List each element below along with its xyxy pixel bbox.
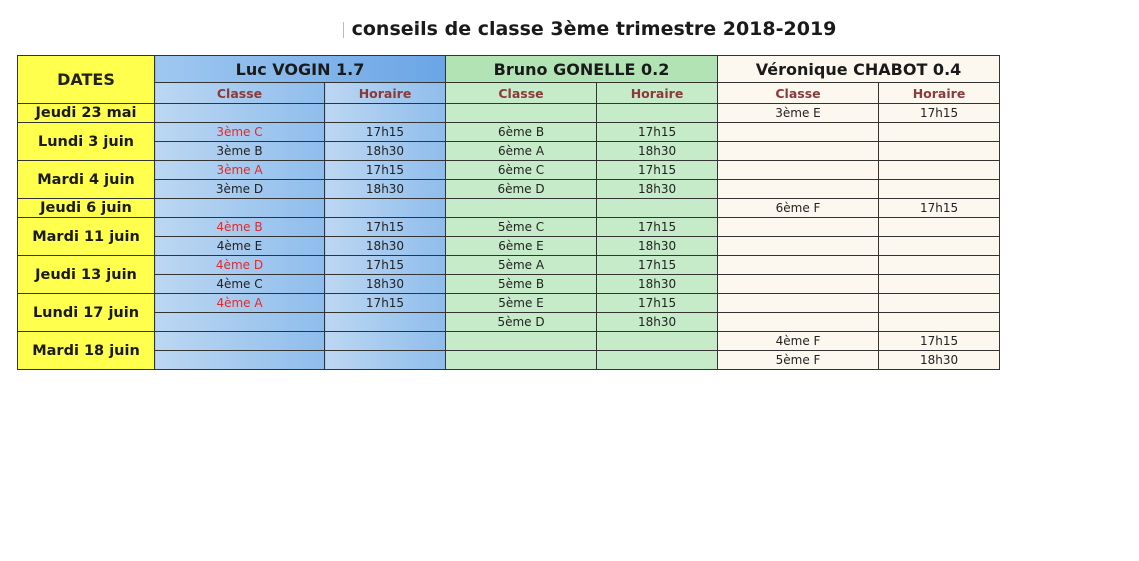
classe-cell: 4ème D bbox=[155, 256, 325, 275]
horaire-cell: 18h30 bbox=[325, 275, 446, 294]
date-cell: Mardi 11 juin bbox=[18, 218, 155, 256]
classe-cell: 5ème F bbox=[718, 351, 879, 370]
classe-cell: 6ème B bbox=[446, 123, 597, 142]
classe-cell: 3ème A bbox=[155, 161, 325, 180]
classe-cell: 5ème C bbox=[446, 218, 597, 237]
table-row bbox=[18, 199, 1000, 218]
classe-cell: 3ème B bbox=[155, 142, 325, 161]
horaire-cell: 17h15 bbox=[879, 332, 1000, 351]
classe-cell: 4ème B bbox=[155, 218, 325, 237]
horaire-cell bbox=[325, 313, 446, 332]
classe-cell bbox=[718, 256, 879, 275]
classe-header: Classe bbox=[446, 83, 597, 104]
classe-cell bbox=[446, 199, 597, 218]
horaire-cell bbox=[597, 199, 718, 218]
horaire-cell bbox=[879, 218, 1000, 237]
classe-cell bbox=[155, 332, 325, 351]
horaire-cell bbox=[597, 104, 718, 123]
teacher-header-gonelle: Bruno GONELLE 0.2 bbox=[446, 56, 718, 83]
table-row bbox=[18, 313, 1000, 332]
horaire-header: Horaire bbox=[597, 83, 718, 104]
classe-cell bbox=[718, 218, 879, 237]
horaire-cell bbox=[325, 104, 446, 123]
horaire-cell bbox=[879, 180, 1000, 199]
title-marker bbox=[343, 22, 344, 38]
table-row bbox=[18, 142, 1000, 161]
classe-cell: 6ème A bbox=[446, 142, 597, 161]
horaire-cell bbox=[879, 275, 1000, 294]
classe-cell bbox=[718, 180, 879, 199]
table-row bbox=[18, 351, 1000, 370]
table-row bbox=[18, 218, 1000, 237]
horaire-cell: 17h15 bbox=[325, 294, 446, 313]
horaire-header: Horaire bbox=[879, 83, 1000, 104]
classe-cell: 4ème A bbox=[155, 294, 325, 313]
horaire-cell bbox=[325, 332, 446, 351]
horaire-cell: 18h30 bbox=[325, 142, 446, 161]
horaire-cell: 17h15 bbox=[325, 161, 446, 180]
horaire-cell: 18h30 bbox=[597, 180, 718, 199]
classe-cell: 4ème E bbox=[155, 237, 325, 256]
date-cell: Lundi 3 juin bbox=[18, 123, 155, 161]
horaire-cell: 18h30 bbox=[325, 237, 446, 256]
classe-cell: 3ème D bbox=[155, 180, 325, 199]
horaire-cell bbox=[597, 351, 718, 370]
classe-cell bbox=[446, 351, 597, 370]
classe-cell bbox=[718, 313, 879, 332]
horaire-cell: 17h15 bbox=[597, 294, 718, 313]
classe-cell bbox=[446, 332, 597, 351]
horaire-cell bbox=[879, 237, 1000, 256]
date-cell: Mardi 18 juin bbox=[18, 332, 155, 370]
classe-cell bbox=[155, 199, 325, 218]
classe-cell: 5ème E bbox=[446, 294, 597, 313]
classe-cell bbox=[718, 142, 879, 161]
horaire-cell: 18h30 bbox=[325, 180, 446, 199]
dates-header: DATES bbox=[18, 56, 155, 104]
table-row bbox=[18, 275, 1000, 294]
horaire-cell: 17h15 bbox=[879, 104, 1000, 123]
classe-cell: 5ème B bbox=[446, 275, 597, 294]
classe-cell: 6ème F bbox=[718, 199, 879, 218]
table-row bbox=[18, 237, 1000, 256]
horaire-cell: 18h30 bbox=[879, 351, 1000, 370]
classe-cell: 4ème C bbox=[155, 275, 325, 294]
horaire-cell: 17h15 bbox=[597, 123, 718, 142]
classe-cell bbox=[718, 123, 879, 142]
classe-cell: 3ème E bbox=[718, 104, 879, 123]
horaire-cell: 17h15 bbox=[325, 123, 446, 142]
classe-cell bbox=[718, 275, 879, 294]
classe-cell: 4ème F bbox=[718, 332, 879, 351]
date-cell: Lundi 17 juin bbox=[18, 294, 155, 332]
table-row bbox=[18, 332, 1000, 351]
horaire-cell bbox=[325, 199, 446, 218]
horaire-cell: 17h15 bbox=[325, 218, 446, 237]
horaire-header: Horaire bbox=[325, 83, 446, 104]
horaire-cell bbox=[879, 256, 1000, 275]
classe-cell bbox=[718, 237, 879, 256]
classe-cell bbox=[155, 104, 325, 123]
horaire-cell bbox=[597, 332, 718, 351]
date-cell: Mardi 4 juin bbox=[18, 161, 155, 199]
table-row bbox=[18, 161, 1000, 180]
classe-header: Classe bbox=[718, 83, 879, 104]
teacher-header-vogin: Luc VOGIN 1.7 bbox=[155, 56, 446, 83]
classe-cell bbox=[155, 313, 325, 332]
horaire-cell: 18h30 bbox=[597, 313, 718, 332]
horaire-cell: 18h30 bbox=[597, 275, 718, 294]
page-title: conseils de classe 3ème trimestre 2018-2019 bbox=[0, 18, 1139, 40]
classe-cell: 6ème E bbox=[446, 237, 597, 256]
table-row bbox=[18, 123, 1000, 142]
horaire-cell bbox=[325, 351, 446, 370]
horaire-cell bbox=[879, 142, 1000, 161]
horaire-cell: 17h15 bbox=[597, 161, 718, 180]
teacher-header-chabot: Véronique CHABOT 0.4 bbox=[718, 56, 1000, 83]
schedule-body bbox=[18, 104, 1000, 370]
horaire-cell: 17h15 bbox=[879, 199, 1000, 218]
classe-cell: 6ème D bbox=[446, 180, 597, 199]
horaire-cell bbox=[879, 161, 1000, 180]
horaire-cell: 17h15 bbox=[597, 218, 718, 237]
horaire-cell bbox=[879, 294, 1000, 313]
schedule-table bbox=[17, 55, 1000, 370]
date-cell: Jeudi 23 mai bbox=[18, 104, 155, 123]
horaire-cell: 18h30 bbox=[597, 237, 718, 256]
classe-header: Classe bbox=[155, 83, 325, 104]
table-row bbox=[18, 180, 1000, 199]
classe-cell: 6ème C bbox=[446, 161, 597, 180]
table-row bbox=[18, 104, 1000, 123]
horaire-cell bbox=[879, 313, 1000, 332]
table-row bbox=[18, 256, 1000, 275]
horaire-cell: 17h15 bbox=[597, 256, 718, 275]
horaire-cell: 18h30 bbox=[597, 142, 718, 161]
date-cell: Jeudi 13 juin bbox=[18, 256, 155, 294]
classe-cell bbox=[155, 351, 325, 370]
classe-cell: 5ème D bbox=[446, 313, 597, 332]
classe-cell: 3ème C bbox=[155, 123, 325, 142]
classe-cell bbox=[718, 294, 879, 313]
date-cell: Jeudi 6 juin bbox=[18, 199, 155, 218]
horaire-cell bbox=[879, 123, 1000, 142]
classe-cell bbox=[718, 161, 879, 180]
table-row bbox=[18, 294, 1000, 313]
classe-cell bbox=[446, 104, 597, 123]
classe-cell: 5ème A bbox=[446, 256, 597, 275]
horaire-cell: 17h15 bbox=[325, 256, 446, 275]
